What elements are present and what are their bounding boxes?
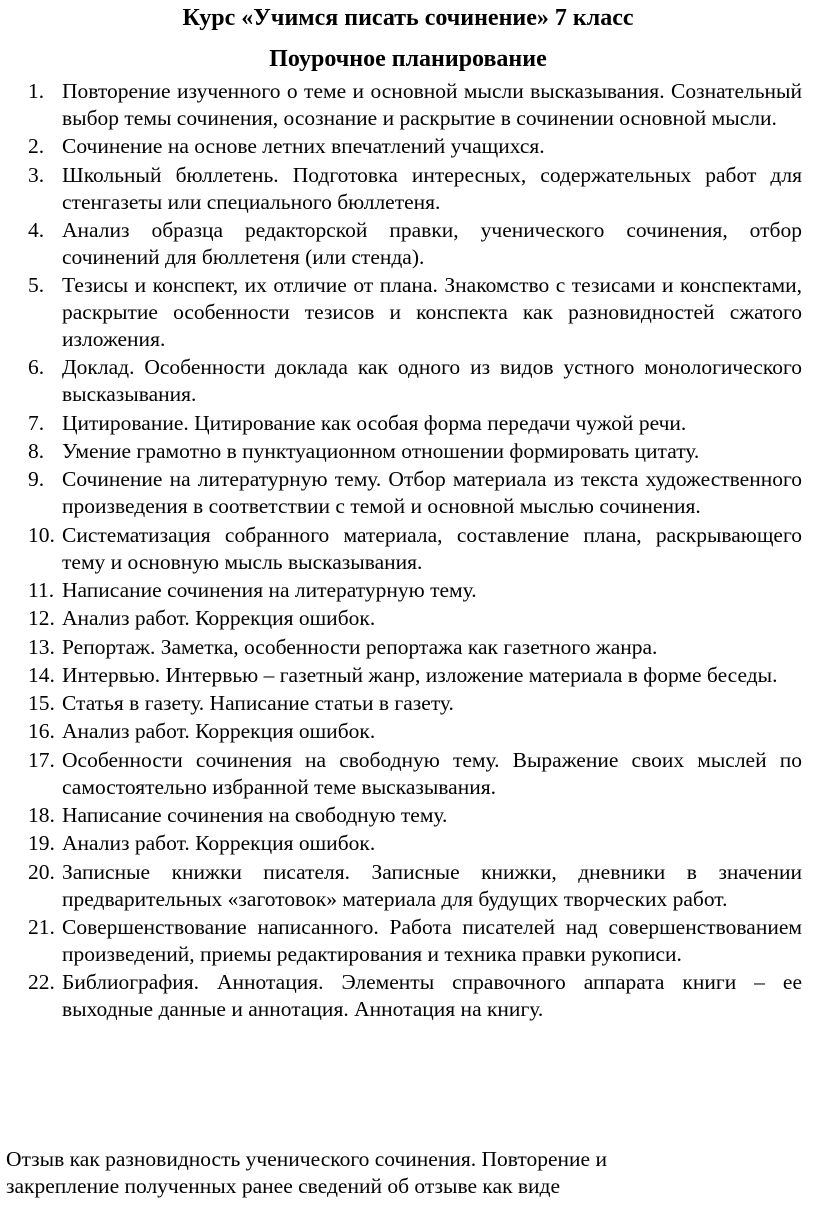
item-number: 15. xyxy=(28,691,55,716)
item-text: Анализ работ. Коррекция ошибок. xyxy=(62,606,376,631)
list-item xyxy=(0,662,816,689)
item-number: 8. xyxy=(28,439,45,464)
item-number: 16. xyxy=(28,719,55,744)
item-text: Цитирование. Цитирование как особая форма передачи чужой речи. xyxy=(62,410,687,435)
item-number: 18. xyxy=(28,803,55,828)
item-number: 5. xyxy=(28,273,45,298)
item-text: Школьный бюллетень. Подготовка интересных, содержательных работ для стенгазеты или специального бюллетеня. xyxy=(62,162,802,214)
item-text: Написание сочинения на свободную тему. xyxy=(62,803,448,828)
item-text: Систематизация собранного материала, составление плана, раскрывающего тему и основную мысль высказывания. xyxy=(62,522,802,574)
item-text: Умение грамотно в пунктуационном отношении формировать цитату. xyxy=(62,439,700,464)
list-item xyxy=(0,438,816,465)
item-number: 7. xyxy=(28,410,45,435)
document-title: Курс «Учимся писать сочинение» 7 класс xyxy=(182,5,634,31)
list-item xyxy=(0,634,816,661)
item-number: 22. xyxy=(28,970,55,995)
list-item xyxy=(0,718,816,745)
document-subtitle: Поурочное планирование xyxy=(269,46,547,72)
list-item xyxy=(0,747,816,801)
item-number: 21. xyxy=(28,914,55,939)
list-item xyxy=(0,914,816,968)
item-number: 4. xyxy=(28,217,45,242)
list-item xyxy=(0,217,816,271)
item-text: Анализ образца редакторской правки, ученического сочинения, отбор сочинений для бюллетеня (или стенда). xyxy=(62,217,802,269)
list-item xyxy=(0,272,816,353)
list-item xyxy=(0,690,816,717)
list-item xyxy=(0,830,816,857)
list-item xyxy=(0,577,816,604)
list-item xyxy=(0,466,816,520)
item-text: Написание сочинения на литературную тему. xyxy=(62,577,477,602)
item-text: Тезисы и конспект, их отличие от плана. Знакомство с тезисами и конспектами, раскрытие особенности тезисов и конспекта как разновидностей сжатого изложения. xyxy=(62,273,802,352)
item-number: 10. xyxy=(28,522,55,547)
item-number: 13. xyxy=(28,634,55,659)
list-item xyxy=(0,605,816,632)
item-text: Репортаж. Заметка, особенности репортажа как газетного жанра. xyxy=(62,634,658,659)
list-item xyxy=(0,859,816,913)
item-number: 12. xyxy=(28,606,55,631)
item-text: Особенности сочинения на свободную тему. Выражение своих мыслей по самостоятельно избранной теме высказывания. xyxy=(62,747,802,799)
item-text: Сочинение на основе летних впечатлений учащихся. xyxy=(62,134,545,159)
item-number: 19. xyxy=(28,831,55,856)
trailing-paragraph: Отзыв как разновидность ученического сочинения. Повторение и закрепление полученных ранее сведений об отзыве как виде xyxy=(6,1147,607,1198)
item-number: 17. xyxy=(28,747,55,772)
lesson-plan-list xyxy=(0,78,816,1025)
list-item xyxy=(0,802,816,829)
item-number: 20. xyxy=(28,859,55,884)
list-item xyxy=(0,522,816,576)
item-text: Сочинение на литературную тему. Отбор материала из текста художественного произведения в соответствии с темой и основной мыслью сочинения. xyxy=(62,467,802,519)
item-text: Статья в газету. Написание статьи в газету. xyxy=(62,691,454,716)
item-text: Анализ работ. Коррекция ошибок. xyxy=(62,831,376,856)
item-text: Библиография. Аннотация. Элементы справочного аппарата книги – ее выходные данные и аннотация. Аннотация на книгу. xyxy=(62,970,802,1022)
list-item xyxy=(0,133,816,160)
list-item xyxy=(0,410,816,437)
item-text: Анализ работ. Коррекция ошибок. xyxy=(62,719,376,744)
item-number: 9. xyxy=(28,467,45,492)
item-number: 3. xyxy=(28,162,45,187)
item-text: Записные книжки писателя. Записные книжки, дневники в значении предварительных «заготовок» материала для будущих творческих работ. xyxy=(62,859,802,911)
list-item xyxy=(0,78,816,132)
item-text: Доклад. Особенности доклада как одного из видов устного монологического высказывания. xyxy=(62,355,802,407)
item-number: 14. xyxy=(28,662,55,687)
item-number: 1. xyxy=(28,79,45,103)
item-number: 11. xyxy=(28,577,55,602)
list-item xyxy=(0,162,816,216)
item-number: 6. xyxy=(28,355,45,380)
list-item xyxy=(0,354,816,408)
item-text: Повторение изученного о теме и основной мысли высказывания. Сознательный выбор темы сочинения, осознание и раскрытие в сочинении основной мысли. xyxy=(62,79,802,130)
item-number: 2. xyxy=(28,134,45,159)
item-text: Интервью. Интервью – газетный жанр, изложение материала в форме беседы. xyxy=(62,662,778,687)
item-text: Совершенствование написанного. Работа писателей над совершенствованием произведений, приемы редактирования и техника правки рукописи. xyxy=(62,914,802,966)
list-item xyxy=(0,969,816,1023)
